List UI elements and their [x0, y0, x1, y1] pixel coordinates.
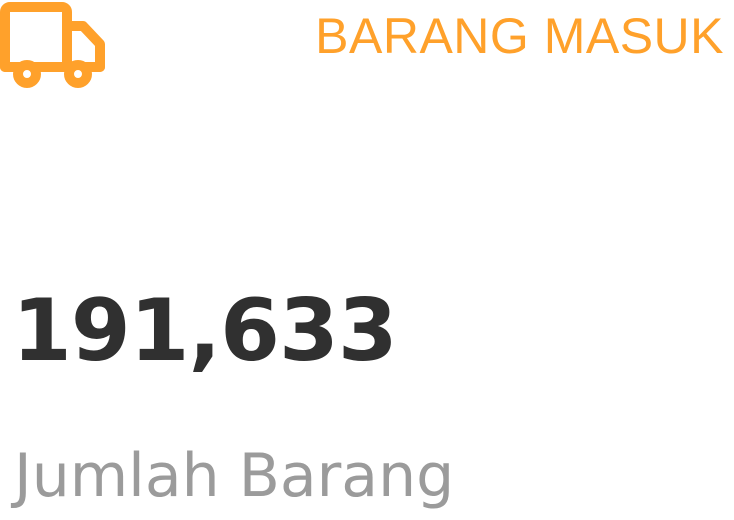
card-title: BARANG MASUK [315, 8, 724, 64]
truck-icon [0, 2, 106, 90]
stat-label: Jumlah Barang [14, 441, 455, 511]
stat-value: 191,633 [12, 281, 397, 381]
